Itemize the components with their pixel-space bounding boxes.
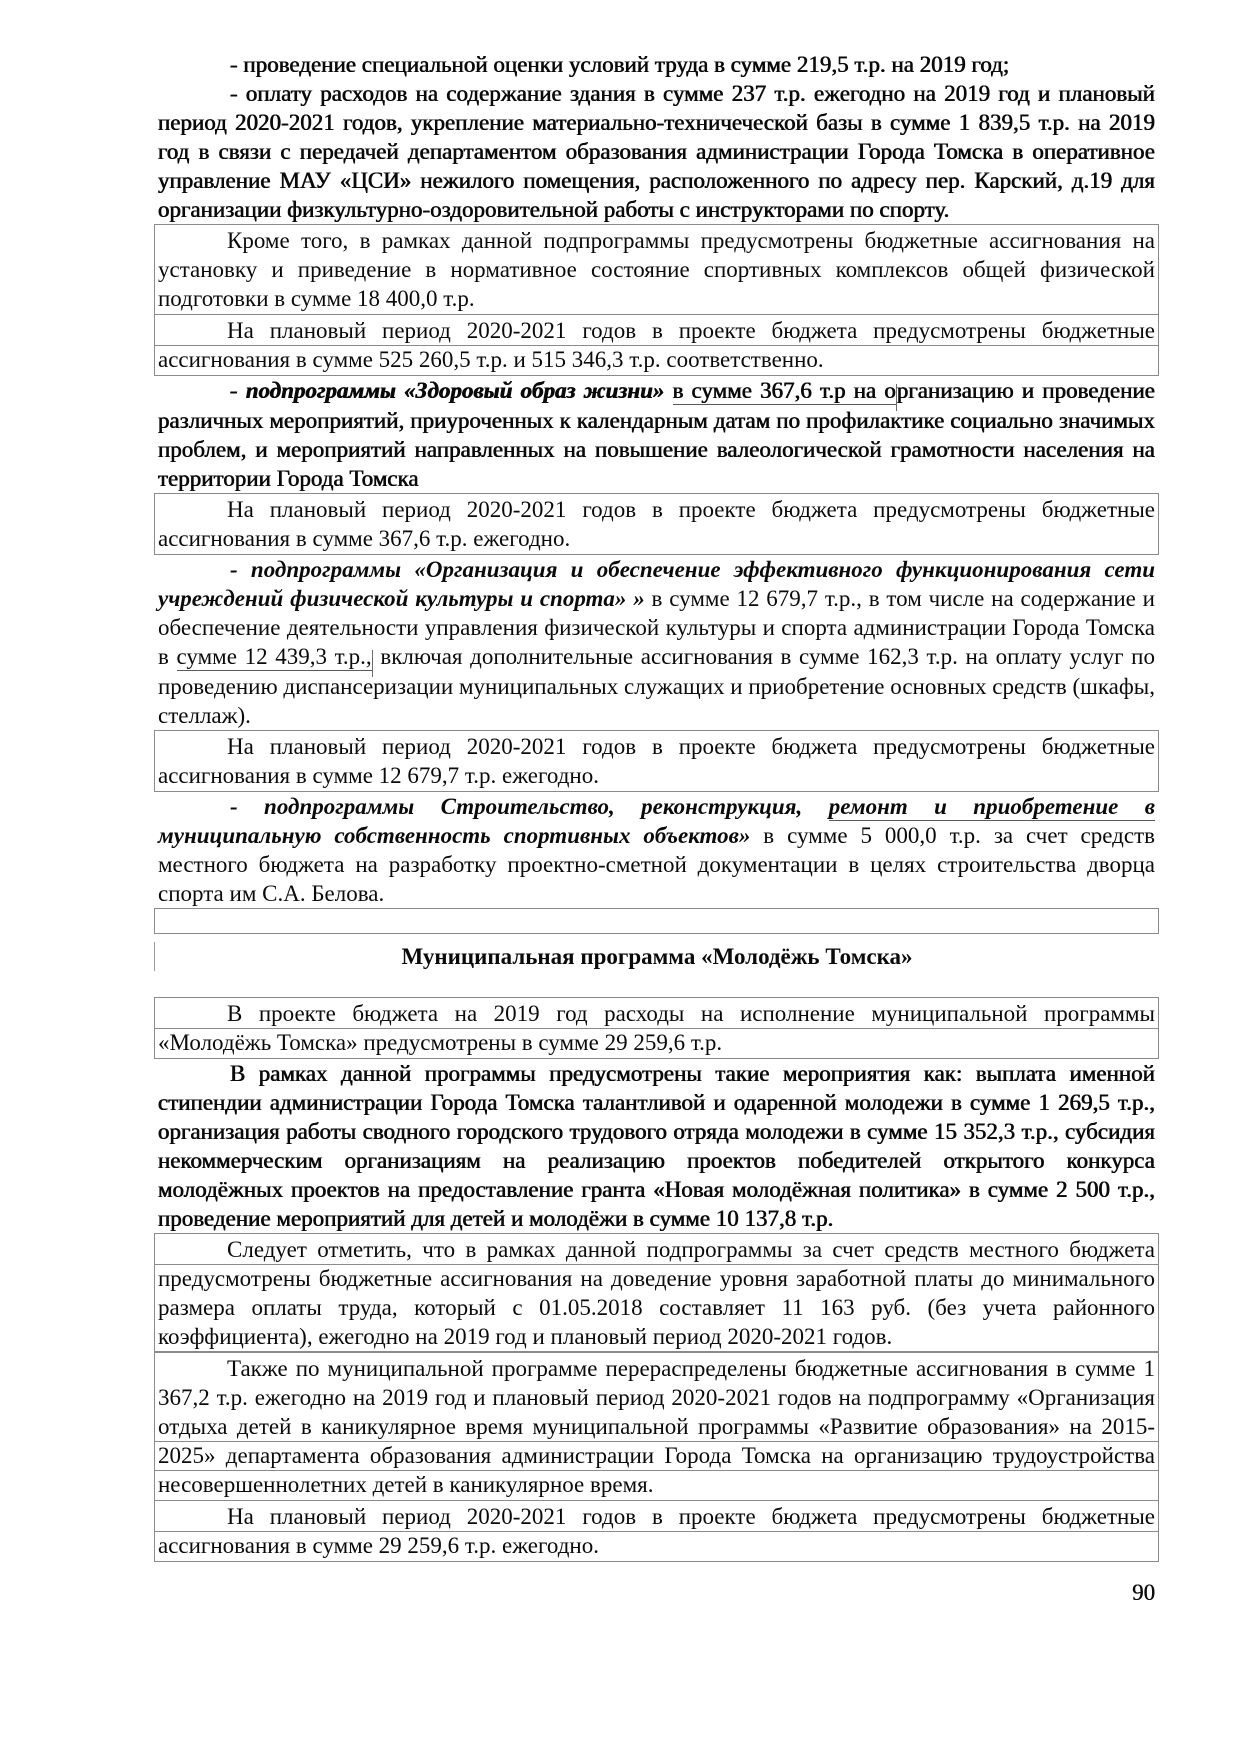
heading-row xyxy=(154,942,1159,971)
table-row-border xyxy=(155,345,1158,346)
paragraph-subprogram-functioning xyxy=(158,555,1155,730)
table-cell-reallocation xyxy=(154,1352,1159,1501)
paragraph-text: включая дополнительные ассигнования в сумме 162,3 т.р. на оплату услуг по проведению диспансеризации муниципальных служащих и приобретение основных средств (шкафы, стеллаж). xyxy=(158,644,1155,728)
paragraph-text: В проекте бюджета на 2019 год расходы на исполнение муниципальной программы «Молодёжь Томска» предусмотрены в сумме 29 259,6 т.р. xyxy=(158,1001,1155,1055)
paragraph-text: - оплату расходов на содержание здания в сумме 237 т.р. ежегодно на 2019 год и плановый период 2020-2021 годов, укрепление материально-техничеческой базы в сумме 1 839,5 т.р. на 2019 год в связи с передачей департаментом образования администрации Города Томска в оперативное управление МАУ «ЦСИ» нежилого помещения, расположенного по адресу пер. Карский, д.19 для организации физкультурно-оздоровительной работы с инструкторами по спорту. xyxy=(158,81,1155,222)
paragraph-planned-period-12679 xyxy=(158,732,1155,790)
underlined-amount-12439: сумме 12 439,3 т.р., xyxy=(176,644,372,669)
paragraph-sports-complexes xyxy=(158,226,1155,313)
table-row-border xyxy=(155,1028,1158,1029)
subprogram-name-construction-cont: муниципальную собственность спортивных объектов» xyxy=(158,823,751,848)
paragraph-text: В рамках данной программы предусмотрены такие мероприятия как: выплата именной стипендии администрации Города Томска талантливой и одаренной молодежи в сумме 1 269,5 т.р., организация работы сводного городского трудового отряда молодежи в сумме 15 352,3 т.р., субсидия некоммерческим организациям на реализацию проектов победителей открытого конкурса молодёжных проектов на предоставление гранта «Новая молодёжная политика» в сумме 2 500 т.р., проведение мероприятий для детей и молодёжи в сумме 10 137,8 т.р. xyxy=(158,1061,1155,1231)
paragraph-program-activities xyxy=(158,1059,1155,1233)
paragraph-planned-period-367 xyxy=(158,495,1155,553)
subprogram-name-construction: - подпрограммы Строительство, реконструкция, xyxy=(230,794,829,819)
table-row-border xyxy=(155,1441,1158,1442)
paragraph-subprogram-construction xyxy=(158,792,1155,908)
table-cell-budget-2019 xyxy=(154,997,1159,1059)
paragraph-minimum-wage xyxy=(158,1235,1155,1351)
table-cell-minimum-wage xyxy=(154,1233,1159,1353)
paragraph-special-assessment xyxy=(158,50,1155,79)
paragraph-text: Также по муниципальной программе перераспределены бюджетные ассигнования в сумме 1 367,2 т.р. ежегодно на 2019 год и плановый период 2020-2021 годов на подпрограмму «Организация отдыха детей в каникулярное время муниципальной программы «Развитие образования» на 2015-2025» департамента образования администрации Города Томска на организацию трудоустройства несовершеннолетних детей в каникулярное время. xyxy=(158,1356,1155,1497)
section-heading: Муниципальная программа «Молодёжь Томска» xyxy=(401,944,913,969)
table-cell-planned-367 xyxy=(154,493,1159,555)
table-cell-planned-29259 xyxy=(154,1500,1159,1562)
paragraph-subprogram-healthy-lifestyle xyxy=(158,376,1155,493)
empty-table-row xyxy=(154,908,1159,934)
table-cell-sports-complexes xyxy=(154,224,1159,315)
paragraph-text: На плановый период 2020-2021 годов в проекте бюджета предусмотрены бюджетные ассигнования в сумме 525 260,5 т.р. и 515 346,3 т.р. соответственно. xyxy=(158,318,1155,372)
paragraph-text: На плановый период 2020-2021 годов в проекте бюджета предусмотрены бюджетные ассигнования в сумме 12 679,7 т.р. ежегодно. xyxy=(158,734,1155,788)
table-cell-planned-12679 xyxy=(154,730,1159,792)
paragraph-text: рганизацию и проведение различных мероприятий, приуроченных к календарным датам по профилактике социально значимых проблем, и мероприятий направленных на повышение валеологической грамотности населения на территории Города Томска xyxy=(158,378,1155,491)
underlined-construction-part: ремонт и приобретение в xyxy=(828,794,1156,819)
paragraph-text: На плановый период 2020-2021 годов в проекте бюджета предусмотрены бюджетные ассигнования в сумме 367,6 т.р. ежегодно. xyxy=(158,497,1155,551)
subprogram-name-healthy-lifestyle: - подпрограммы «Здоровый образ жизни» xyxy=(230,378,673,403)
table-row-border xyxy=(155,1470,1158,1471)
table-row-border xyxy=(155,1264,1158,1265)
paragraph-text: в сумме 5 000,0 т.р. за счет средств местного бюджета на разработку проектно-сметной документации в целях строительства дворца спорта им С.А. Белова. xyxy=(158,823,1155,906)
paragraph-text: На плановый период 2020-2021 годов в проекте бюджета предусмотрены бюджетные ассигнования в сумме 29 259,6 т.р. ежегодно. xyxy=(158,1504,1155,1558)
paragraph-text: в сумме 12 679,7 т.р., в том числе на содержание и обеспечение деятельности управления физической культуры и спорта администрации Города Томска в xyxy=(158,586,1155,669)
paragraph-reallocation xyxy=(158,1354,1155,1499)
paragraph-text: Следует отметить, что в рамках данной подпрограммы за счет средств местного бюджета предусмотрены бюджетные ассигнования на доведение уровня заработной платы до минимального размера оплаты труда, который с 01.05.2018 составляет 11 163 руб. (без учета районного коэффициента), ежегодно на 2019 год и плановый период 2020-2021 годов. xyxy=(158,1237,1155,1349)
underlined-amount-367: в сумме 367,6 т.р на о xyxy=(672,378,896,403)
page-number: 90 xyxy=(1132,1580,1155,1605)
table-row-border xyxy=(155,1531,1158,1532)
subprogram-name-functioning: - подпрограммы «Организация и обеспечение эффективного функционирования сети учреждений физической культуры и спорта» » xyxy=(158,557,1155,611)
paragraph-building-maintenance xyxy=(158,79,1155,224)
paragraph-text: - проведение специальной оценки условий труда в сумме 219,5 т.р. на 2019 год; xyxy=(230,52,1010,77)
table-cell-planned-525260 xyxy=(154,314,1159,376)
paragraph-text: Кроме того, в рамках данной подпрограммы предусмотрены бюджетные ассигнования на установку и приведение в нормативное состояние спортивных комплексов общей физической подготовки в сумме 18 400,0 т.р. xyxy=(158,228,1155,311)
